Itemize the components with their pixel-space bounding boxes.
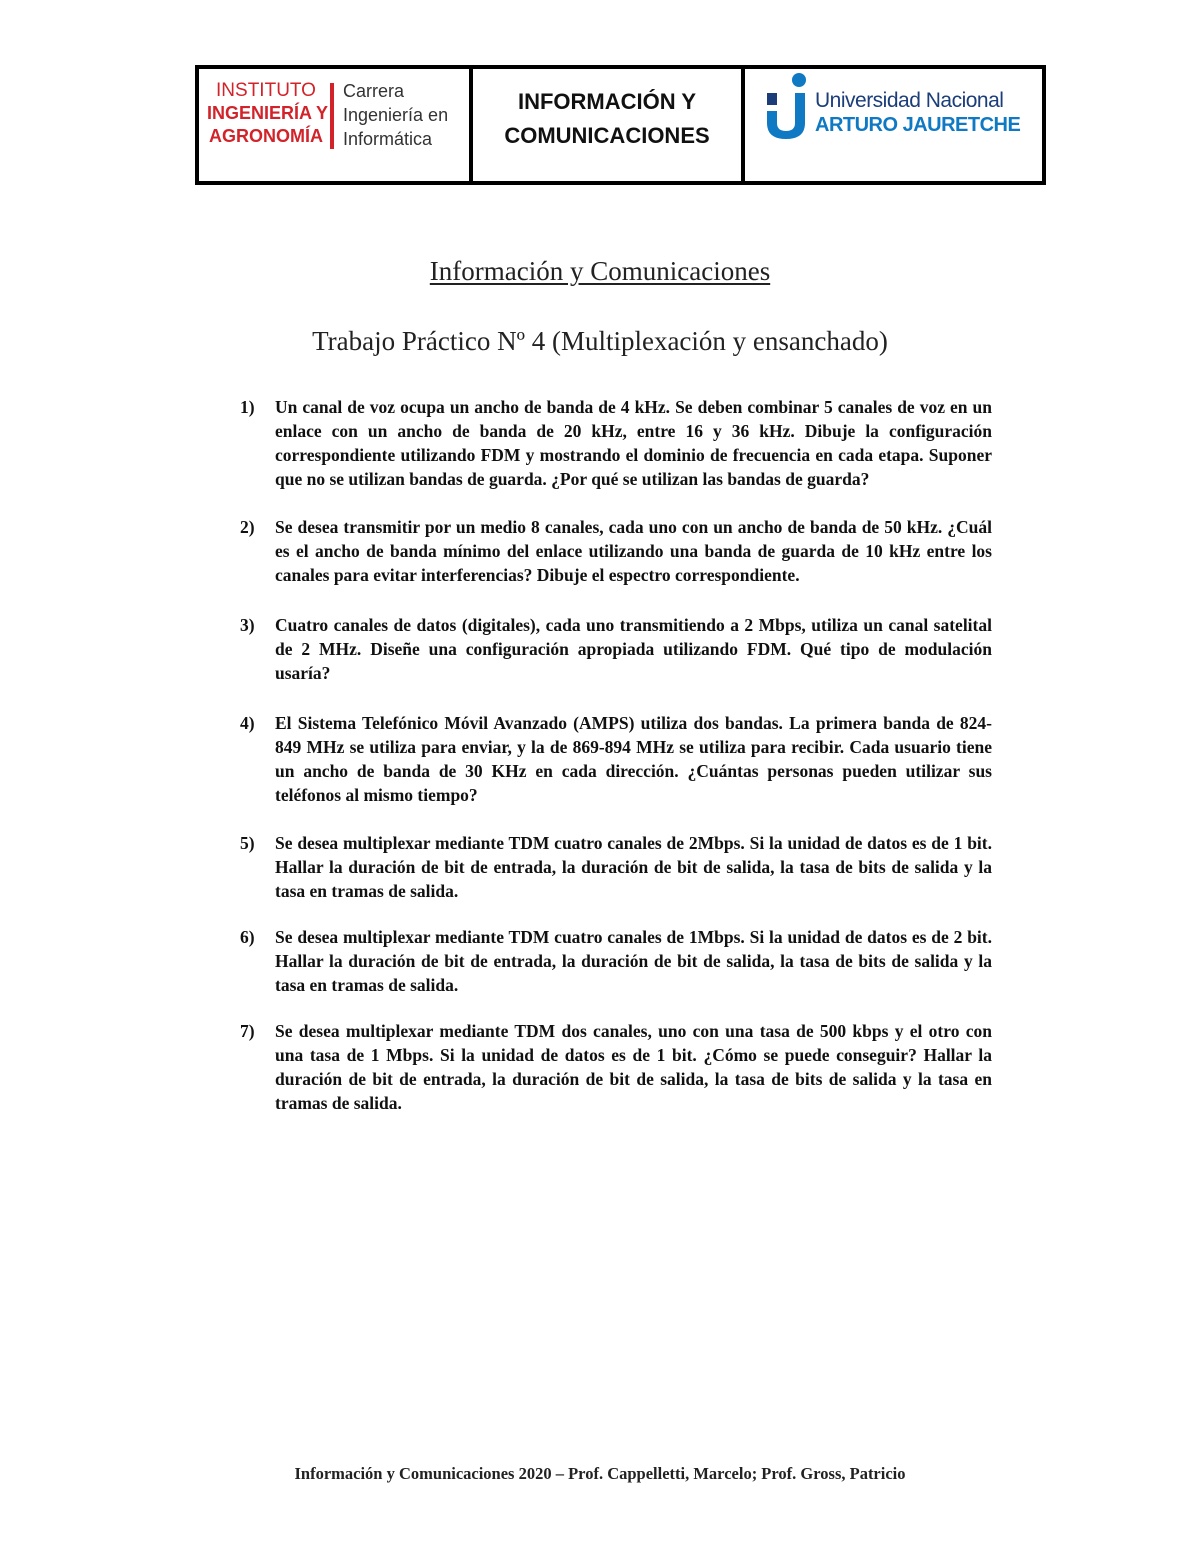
- carrera-line1: Carrera: [343, 81, 405, 101]
- document-subtitle: Trabajo Práctico Nº 4 (Multiplexación y ensanchado): [312, 326, 888, 356]
- question-text: Un canal de voz ocupa un ancho de banda de 4 kHz. Se deben combinar 5 canales de voz en un enlace con un ancho de banda de 20 kHz, entre 16 y 36 kHz. Dibuje la configuración correspondiente utilizando FDM y mostrando el dominio de frecuencia en cada etapa. Suponer que no se utilizan bandas de guarda. ¿Por qué se utilizan las bandas de guarda?: [275, 397, 992, 489]
- question-item: [240, 925, 992, 997]
- question-number: 5): [240, 833, 255, 853]
- question-text: Se desea multiplexar mediante TDM cuatro canales de 2Mbps. Si la unidad de datos es de 1 bit. Hallar la duración de bit de entrada, la duración de bit de salida, la tasa de bits de salida y la tasa en tramas de salida.: [275, 833, 992, 901]
- institute-line3: AGRONOMÍA: [209, 126, 323, 146]
- question-number: 6): [240, 927, 255, 947]
- institute-line1: INSTITUTO: [216, 80, 316, 101]
- subject-cell: [469, 69, 741, 181]
- question-item: [240, 1019, 992, 1115]
- subject-line2: COMUNICACIONES: [504, 123, 710, 148]
- question-list: [240, 395, 992, 1115]
- question-item: [240, 711, 992, 807]
- question-number: 1): [240, 397, 255, 417]
- carrera-line3: Informática: [343, 129, 433, 149]
- question-text: Cuatro canales de datos (digitales), cada uno transmitiendo a 2 Mbps, utiliza un canal satelital de 2 MHz. Diseñe una configuración apropiada utilizando FDM. Qué tipo de modulación usaría?: [275, 615, 992, 683]
- carrera-label: [343, 79, 448, 151]
- document-title: Información y Comunicaciones: [429, 256, 771, 286]
- subject-line1: INFORMACIÓN Y: [517, 89, 697, 114]
- institute-logo: [207, 79, 329, 148]
- university-line1: Universidad Nacional: [815, 89, 1004, 112]
- page-footer: Información y Comunicaciones 2020 – Prof. Cappelletti, Marcelo; Prof. Gross, Patricio: [294, 1464, 906, 1483]
- question-item: [240, 515, 992, 587]
- question-text: El Sistema Telefónico Móvil Avanzado (AMPS) utiliza dos bandas. La primera banda de 824-849 MHz se utiliza para enviar, y la de 869-894 MHz se utiliza para recibir. Cada usuario tiene un ancho de banda de 30 KHz en cada dirección. ¿Cuántas personas pueden utilizar sus teléfonos al mismo tiempo?: [275, 713, 992, 805]
- question-number: 3): [240, 615, 255, 635]
- question-item: [240, 831, 992, 903]
- question-number: 4): [240, 713, 255, 733]
- question-text: Se desea multiplexar mediante TDM dos canales, uno con una tasa de 500 kbps y el otro con una tasa de 1 Mbps. Si la unidad de datos es de 1 bit. ¿Cómo se puede conseguir? Hallar la duración de bit de entrada, la duración de bit de salida, la tasa de bits de salida y la tasa en tramas de salida.: [275, 1021, 992, 1113]
- question-item: [240, 613, 992, 685]
- university-name: [815, 89, 1020, 137]
- question-number: 2): [240, 517, 255, 537]
- institute-line2: INGENIERÍA Y: [207, 103, 329, 123]
- institute-cell: [199, 69, 469, 181]
- question-text: Se desea multiplexar mediante TDM cuatro canales de 1Mbps. Si la unidad de datos es de 2 bit. Hallar la duración de bit de entrada, la duración de bit de salida, la tasa de bits de salida y la tasa en tramas de salida.: [275, 927, 992, 995]
- question-item: [240, 395, 992, 491]
- unaj-logo-icon: [759, 71, 819, 143]
- carrera-line2: Ingeniería en: [343, 105, 449, 125]
- document-header: [195, 65, 1046, 185]
- institute-divider-bar: [330, 83, 334, 149]
- question-text: Se desea transmitir por un medio 8 canales, cada uno con un ancho de banda de 50 kHz. ¿Cuál es el ancho de banda mínimo del enlace utilizando una banda de guarda de 10 kHz entre los canales para evitar interferencias? Dibuje el espectro correspondiente.: [275, 517, 992, 585]
- question-number: 7): [240, 1021, 255, 1041]
- university-cell: [741, 69, 1042, 181]
- subject-title: [473, 85, 741, 153]
- university-line2: ARTURO JAURETCHE: [815, 114, 1021, 136]
